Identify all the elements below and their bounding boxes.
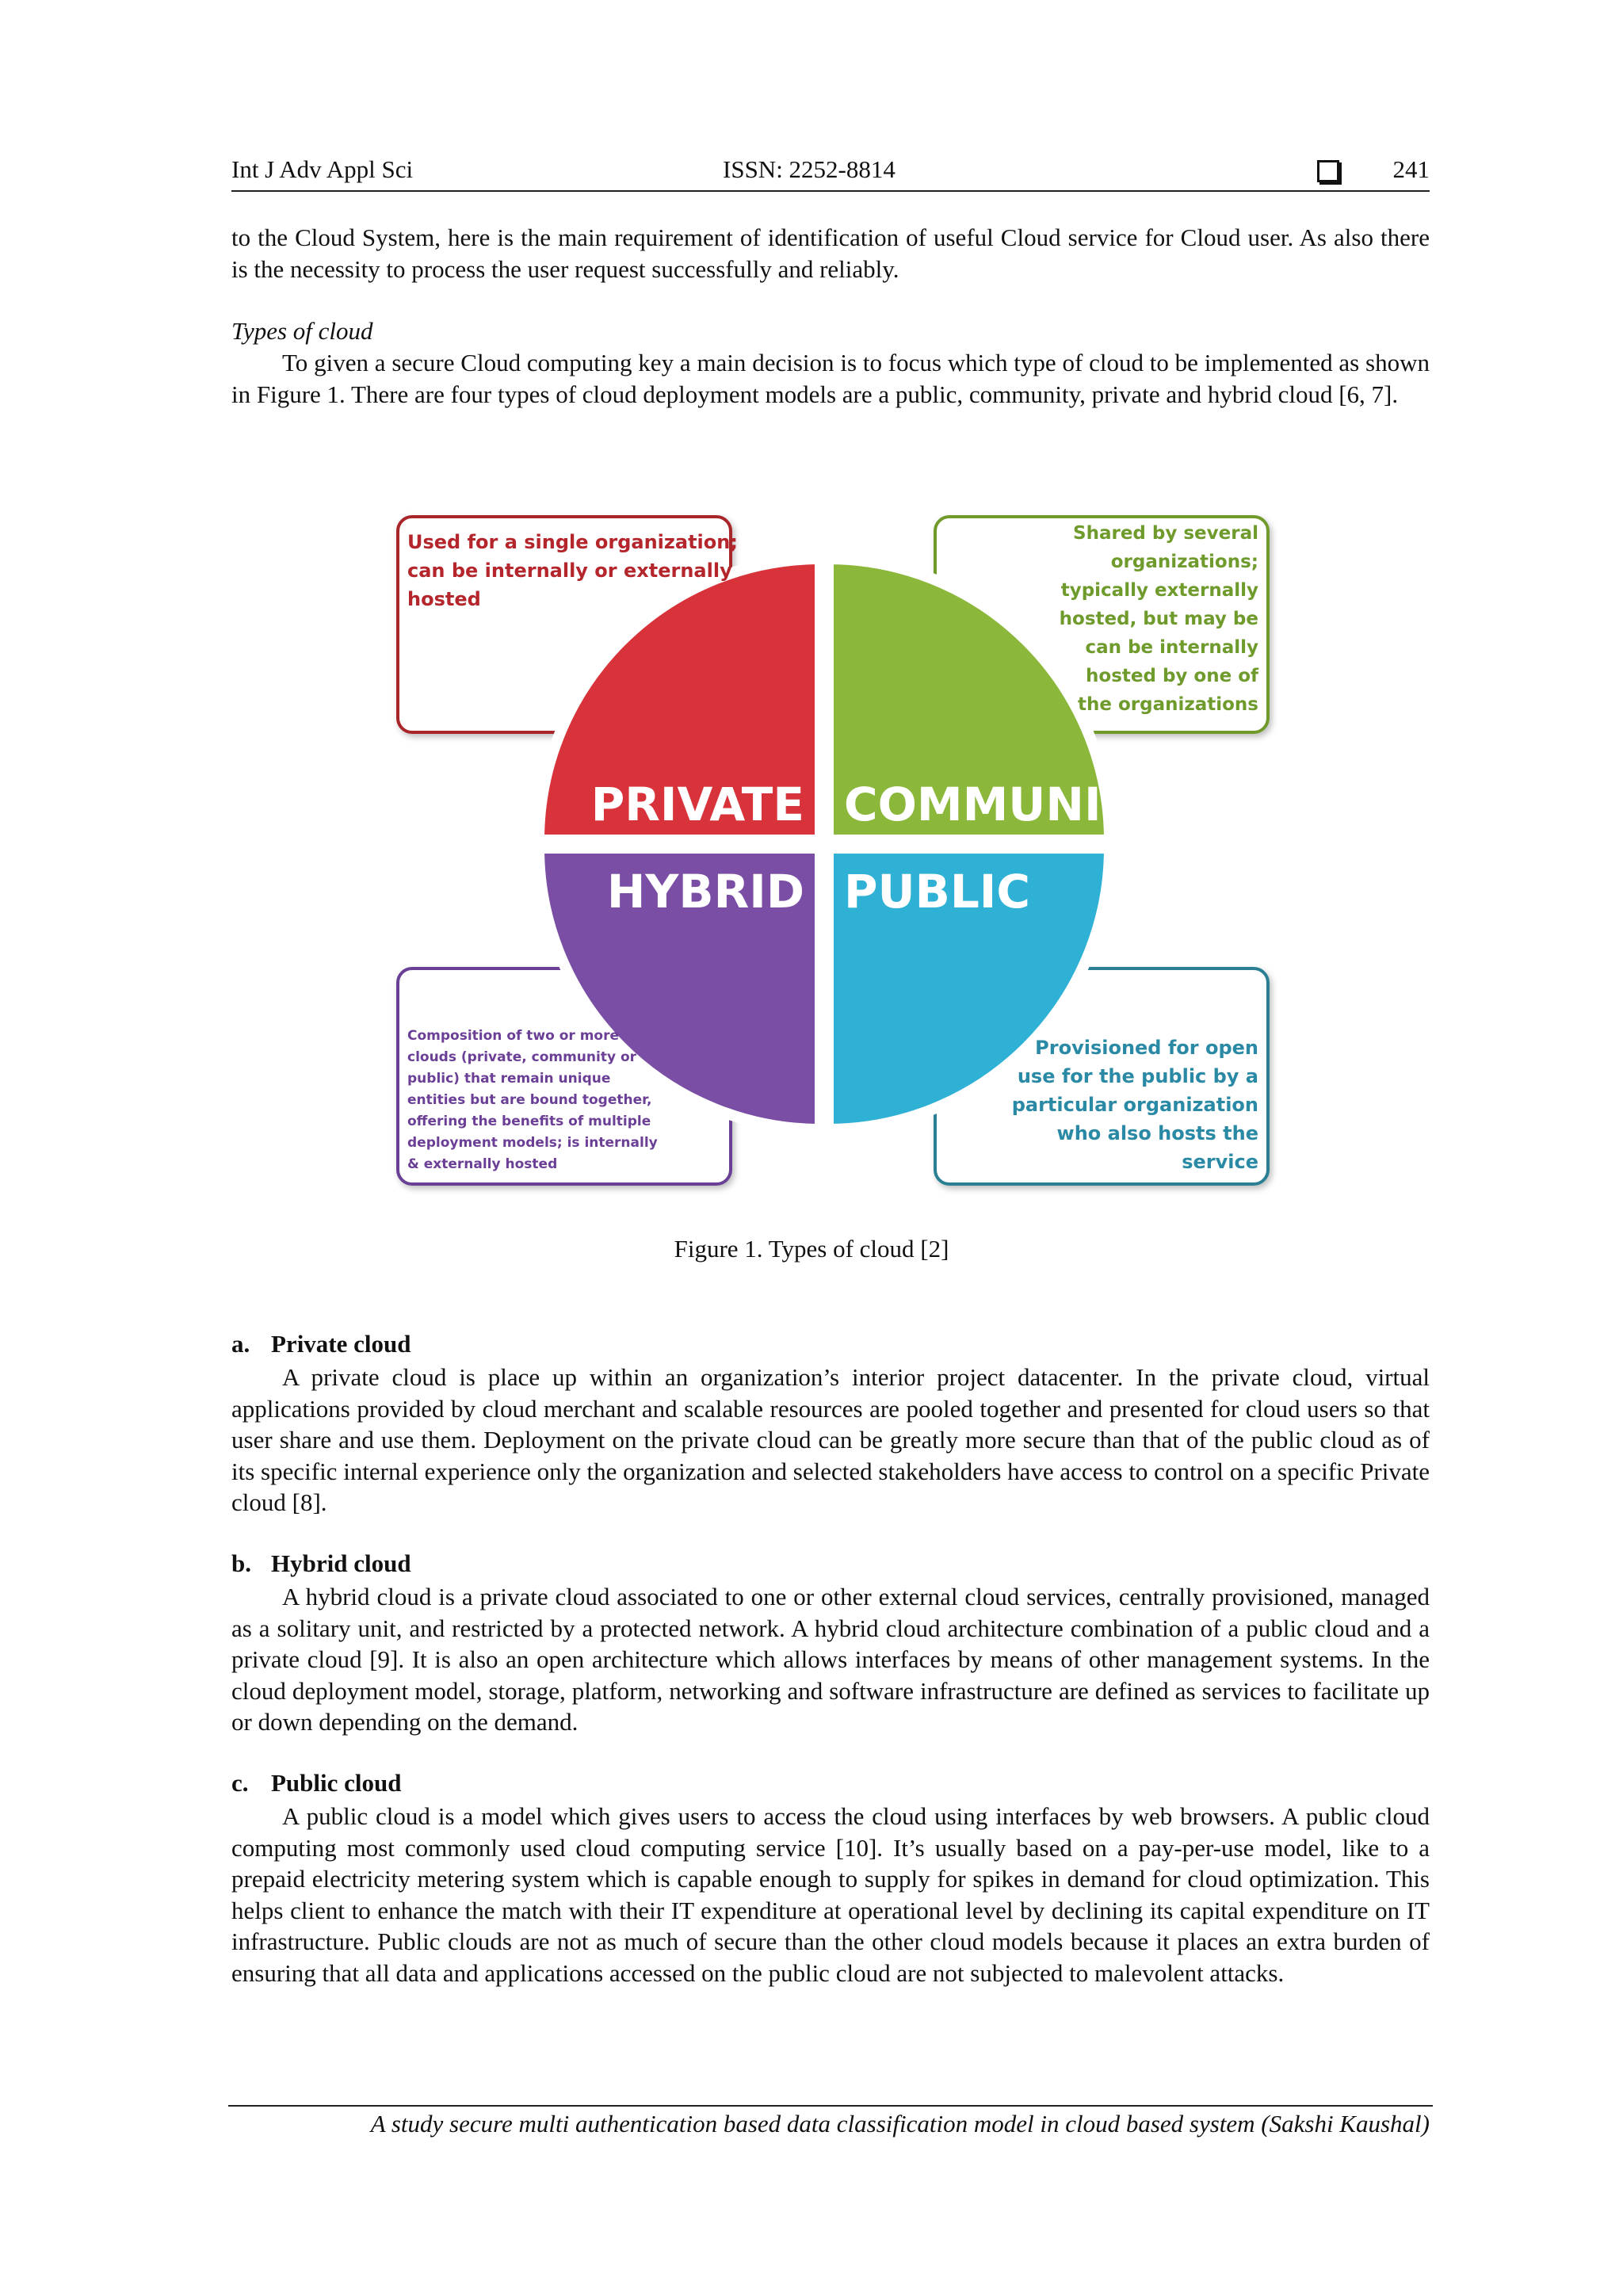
section-paragraph-hybrid: A hybrid cloud is a private cloud associated to one or other external cloud services, centrally provisioned, managed as a solitary unit, and restricted by a protected network. A hybrid cloud architecture combination of a public cloud and a private cloud [9]. It is also an open architecture which allows interfaces by means of other management systems. In the cloud deployment model, storage, platform, networking and software infrastructure are defined as services to facilitate up or down depending on the demand. xyxy=(231,1583,1430,1736)
square-icon xyxy=(1317,160,1339,182)
page-footer: A study secure multi authentication based data classification model in cloud based system (Sakshi Kaushal) xyxy=(370,2110,1430,2137)
svg-text:service: service xyxy=(1182,1151,1258,1173)
public-label: PUBLIC xyxy=(844,865,1030,919)
hybrid-label: HYBRID xyxy=(606,865,804,919)
svg-text:can be internally or externall: can be internally or externally xyxy=(407,560,732,582)
types-subheading: Types of cloud xyxy=(231,317,373,345)
svg-text:& externally hosted: & externally hosted xyxy=(407,1156,558,1172)
figure-caption: Figure 1. Types of cloud [2] xyxy=(674,1235,949,1263)
svg-text:public) that remain unique: public) that remain unique xyxy=(407,1071,611,1087)
svg-text:entities but are bound togethe: entities but are bound together, xyxy=(407,1092,652,1108)
svg-text:Shared by several: Shared by several xyxy=(1073,523,1258,544)
svg-text:clouds (private, community or: clouds (private, community or xyxy=(407,1049,637,1065)
section-number: a. xyxy=(231,1330,250,1358)
svg-text:use for the public by a: use for the public by a xyxy=(1017,1065,1258,1087)
section-heading-hybrid xyxy=(231,1549,411,1578)
section-number: b. xyxy=(231,1549,251,1577)
svg-text:typically externally: typically externally xyxy=(1060,580,1258,601)
page-number: 241 xyxy=(1392,155,1430,183)
svg-text:the organizations: the organizations xyxy=(1077,694,1258,715)
journal-name: Int J Adv Appl Sci xyxy=(231,155,414,183)
svg-text:hosted, but may be: hosted, but may be xyxy=(1059,609,1258,629)
types-paragraph: To given a secure Cloud computing key a main decision is to focus which type of cloud to be implemented as shown in Figure 1. There are four types of cloud deployment models are a public, community, private and hybrid cloud [6, 7]. xyxy=(231,349,1430,408)
cloud-types-figure xyxy=(380,507,1292,1205)
svg-text:Used for a single organization: Used for a single organization; xyxy=(407,531,738,553)
section-paragraph-private: A private cloud is place up within an organization’s interior project datacenter. In the private cloud, virtual applications provided by cloud merchant and scalable resources are pooled together and presented for cloud users so that user share and use them. Deployment on the private cloud can be greatly more secure than that of the public cloud as of its specific internal experience only the organization and selected stakeholders have access to control on a specific Private cloud [8]. xyxy=(231,1363,1430,1516)
svg-text:can be internally: can be internally xyxy=(1085,637,1258,658)
community-label: COMMUNITY xyxy=(844,777,1167,831)
cloud-types-diagram xyxy=(380,507,1292,1205)
footer-rule xyxy=(228,2105,1433,2107)
svg-text:Provisioned for open: Provisioned for open xyxy=(1035,1037,1258,1059)
svg-text:hosted: hosted xyxy=(407,588,481,610)
intro-paragraph: to the Cloud System, here is the main requirement of identification of useful Cloud service for Cloud user. As also there is the necessity to process the user request successfully and reliably. xyxy=(231,223,1430,283)
section-paragraph-public: A public cloud is a model which gives users to access the cloud using interfaces by web browsers. A public cloud computing most commonly used cloud computing service [10]. It’s usually based on a pay-per-use model, like to a prepaid electricity metering system which is capable enough to supply for spikes in demand for cloud optimization. This helps client to enhance the match with their IT expenditure at operational level by declining its capital expenditure on IT infrastructure. Public clouds are not as much of secure than the other cloud models because it places an extra burden of ensuring that all data and applications accessed on the public cloud are not subjected to malevolent attacks. xyxy=(231,1802,1430,1987)
section-heading-private xyxy=(231,1330,411,1358)
svg-text:deployment models; is internal: deployment models; is internally xyxy=(407,1135,658,1151)
svg-text:hosted by one of: hosted by one of xyxy=(1086,666,1258,686)
svg-text:Composition of two or more: Composition of two or more xyxy=(407,1028,620,1044)
section-title: Hybrid cloud xyxy=(271,1549,411,1577)
svg-text:organizations;: organizations; xyxy=(1110,552,1258,572)
issn: ISSN: 2252-8814 xyxy=(723,155,896,183)
page-header xyxy=(231,155,1430,192)
section-number: c. xyxy=(231,1769,249,1797)
hybrid-desc xyxy=(407,1028,658,1172)
section-title: Private cloud xyxy=(271,1330,411,1358)
svg-text:who also hosts the: who also hosts the xyxy=(1056,1122,1258,1144)
svg-text:offering the benefits of multi: offering the benefits of multiple xyxy=(407,1114,651,1129)
section-heading-public xyxy=(231,1769,402,1797)
section-title: Public cloud xyxy=(271,1769,402,1797)
svg-text:particular organization: particular organization xyxy=(1011,1094,1258,1116)
private-label: PRIVATE xyxy=(590,777,804,831)
